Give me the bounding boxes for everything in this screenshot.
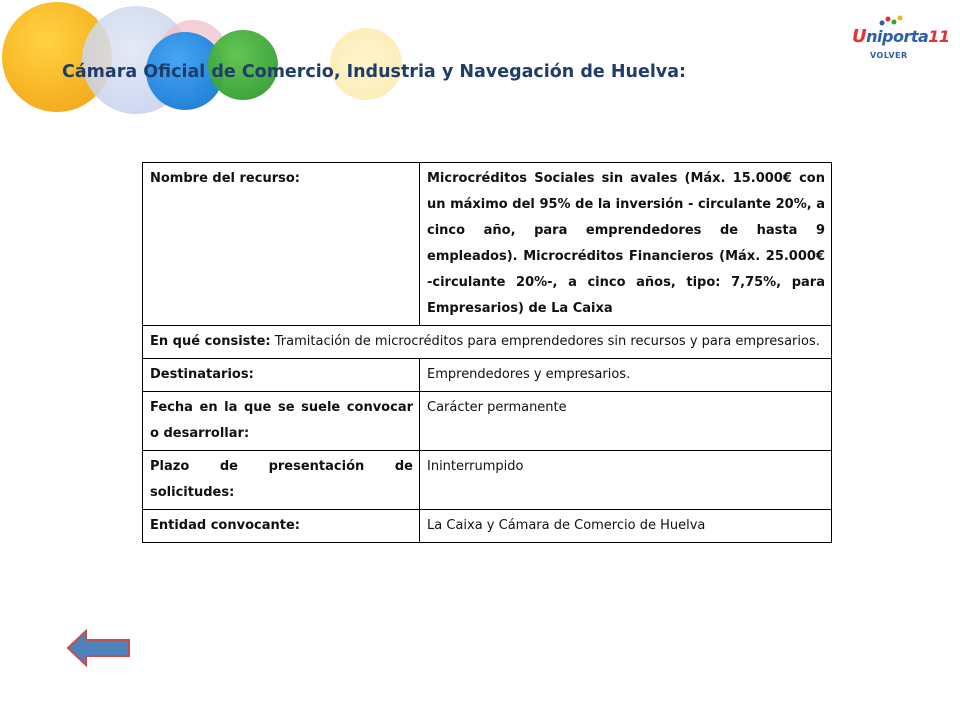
- description-label: En qué consiste:: [150, 334, 271, 349]
- table-row: [143, 163, 832, 326]
- description-cell: [143, 326, 832, 359]
- table-row: [143, 451, 832, 510]
- page-title: Cámara Oficial de Comercio, Industria y Navegación de Huelva:: [62, 62, 687, 82]
- recipients-value: Emprendedores y empresarios.: [420, 359, 832, 392]
- volver-link[interactable]: VOLVER: [870, 51, 908, 60]
- date-value: Carácter permanente: [420, 392, 832, 451]
- description-value: Tramitación de microcréditos para emprendedores sin recursos y para empresarios.: [274, 334, 820, 349]
- entity-label: Entidad convocante:: [143, 510, 420, 543]
- back-arrow-icon[interactable]: [66, 628, 132, 668]
- logo-wordmark: Uniporta11: [852, 26, 950, 47]
- table-row: [143, 359, 832, 392]
- recipients-label: Destinatarios:: [143, 359, 420, 392]
- deadline-label: Plazo de presentación de solicitudes:: [143, 451, 420, 510]
- resource-name-label: Nombre del recurso:: [143, 163, 420, 326]
- entity-value: La Caixa y Cámara de Comercio de Huelva: [420, 510, 832, 543]
- table-row: [143, 326, 832, 359]
- deadline-value: Ininterrumpido: [420, 451, 832, 510]
- table-row: [143, 510, 832, 543]
- resource-info-table: [142, 162, 832, 543]
- date-label: Fecha en la que se suele convocar o desarrollar:: [143, 392, 420, 451]
- resource-name-value: Microcréditos Sociales sin avales (Máx. 15.000€ con un máximo del 95% de la inversión - circulante 20%, a cinco año, para emprendedores de hasta 9 empleados). Microcréditos Financieros (Máx. 25.000€ -circulante 20%-, a cinco años, tipo: 7,75%, para Empresarios) de La Caixa: [420, 163, 832, 326]
- table-row: [143, 392, 832, 451]
